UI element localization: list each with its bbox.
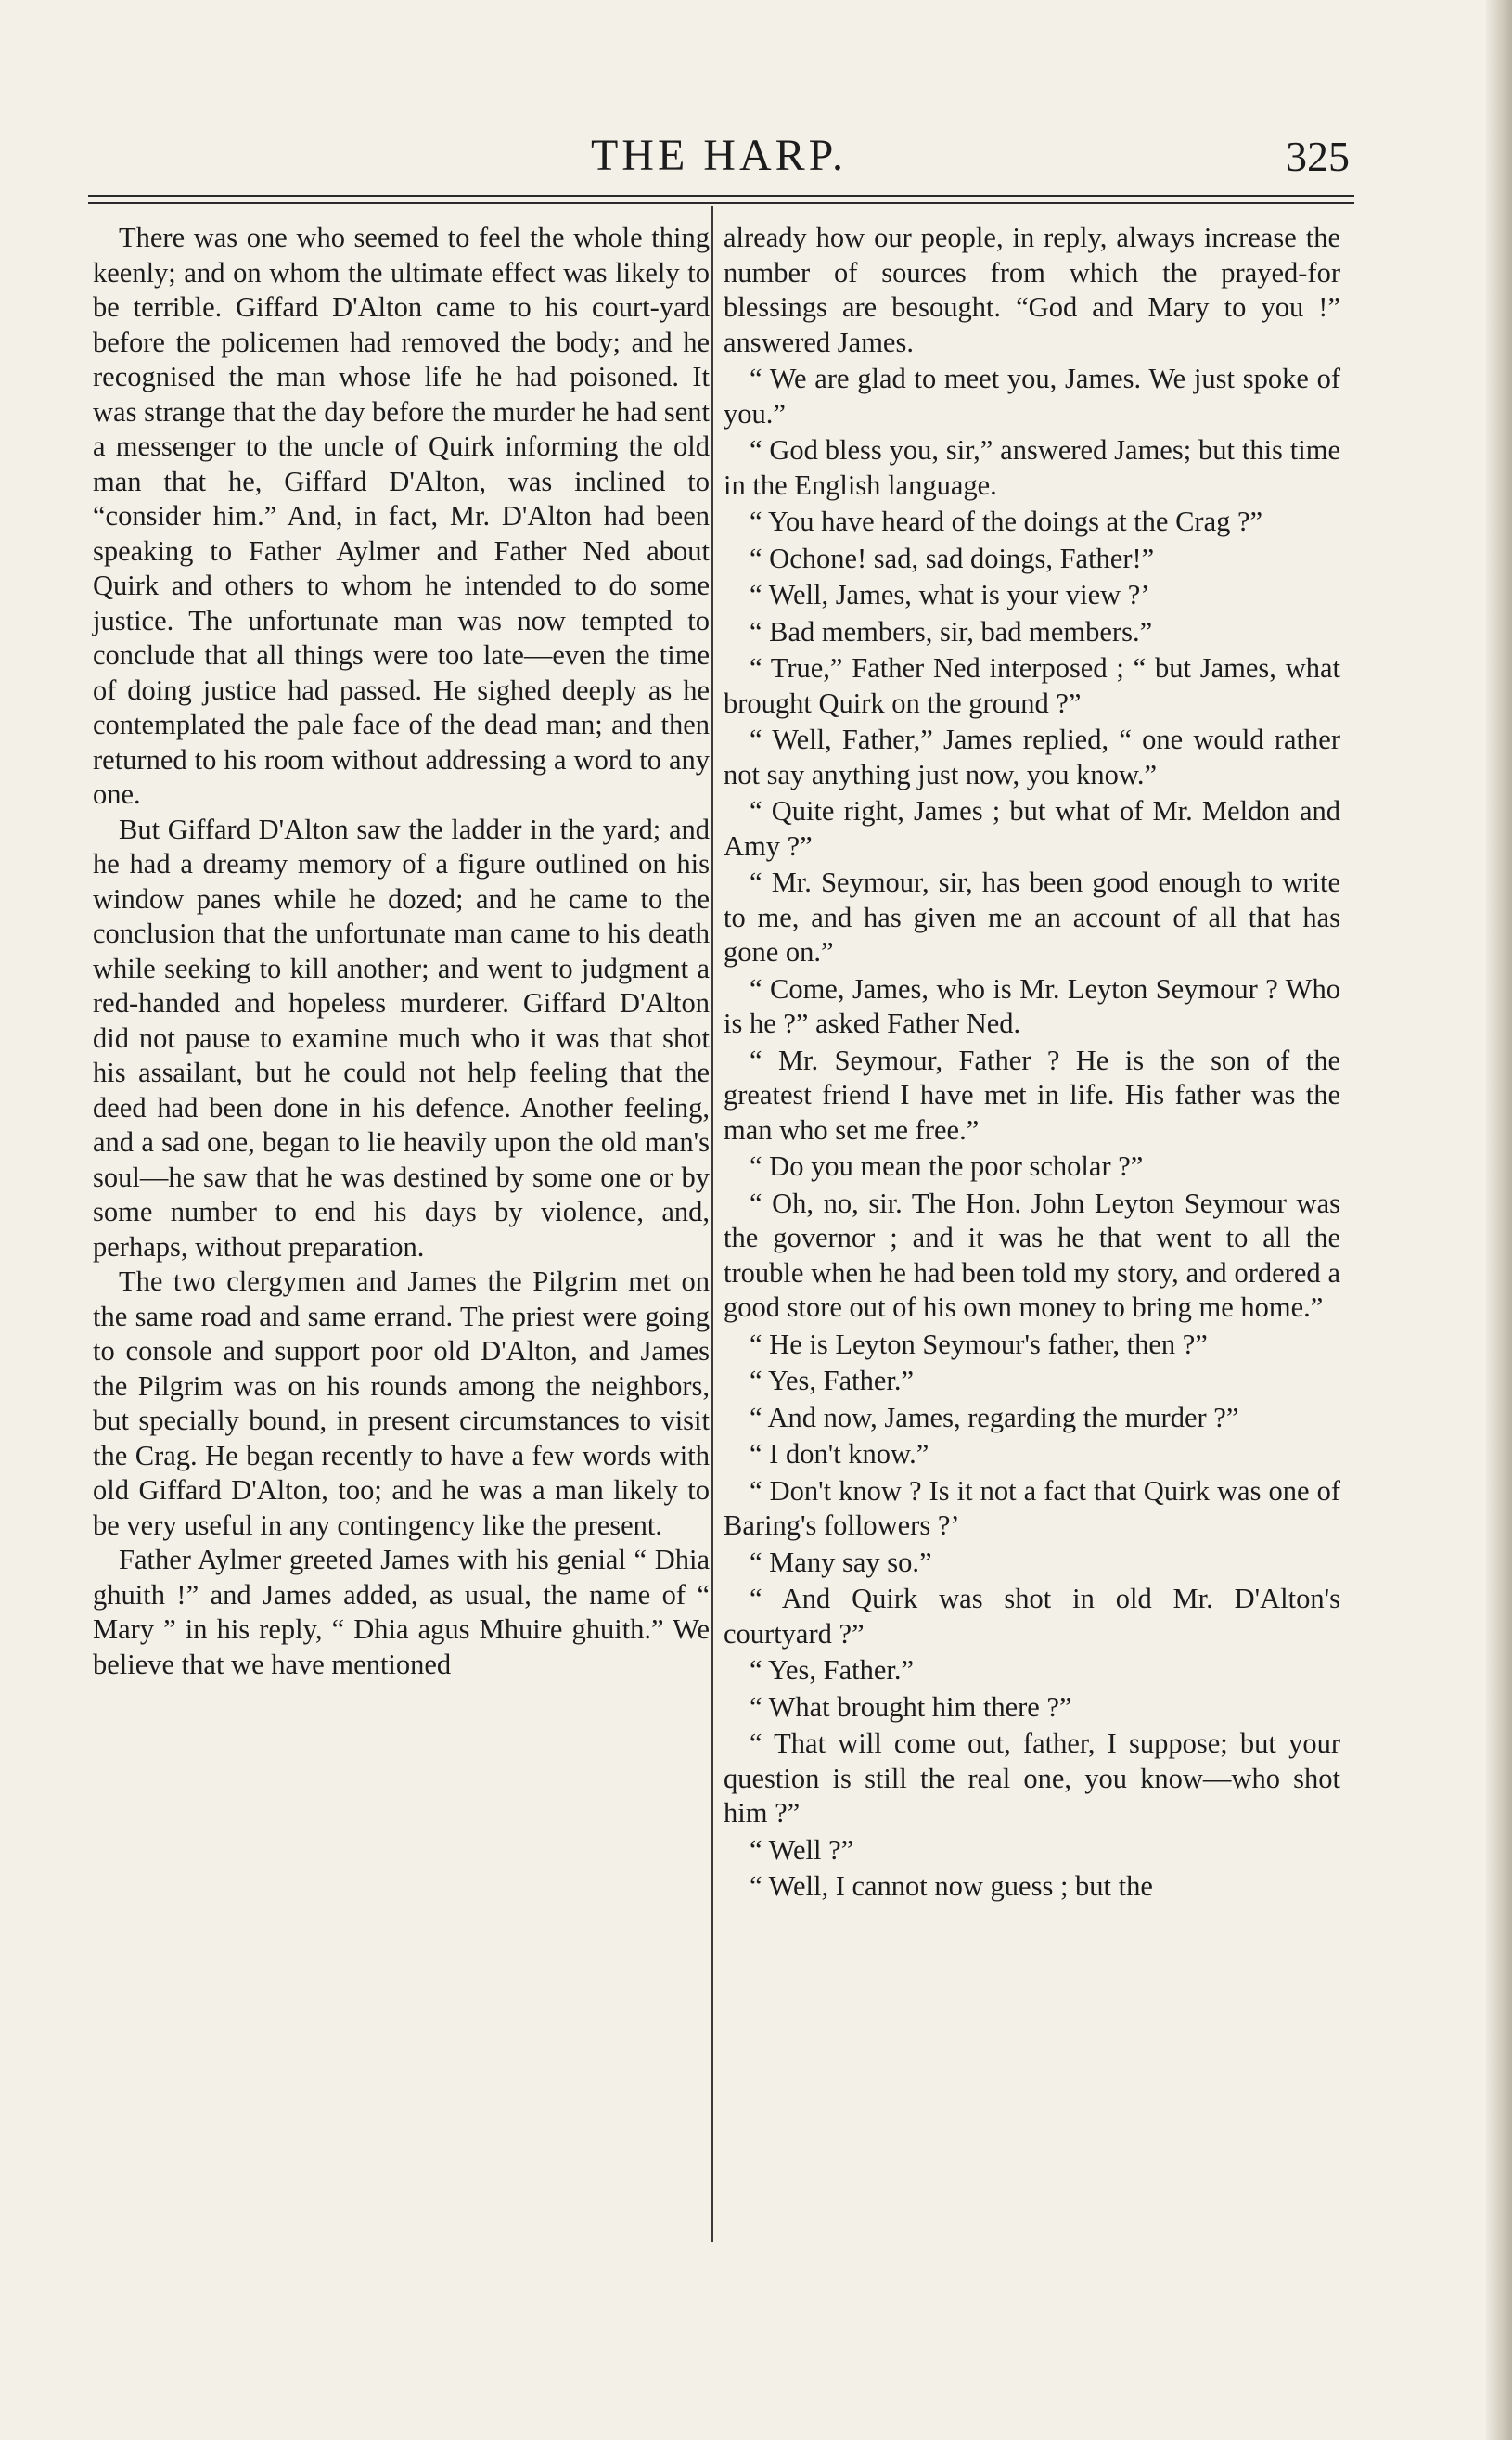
dialog-line: “ What brought him there ?” [750,1690,1072,1723]
column-divider [711,206,713,2242]
dialog-line: “ Yes, Father.” [750,1365,915,1396]
page-header [88,130,1350,195]
left-paragraph: But Giffard D'Alton saw the ladder in the yard; and he had a dreamy memory of a figure outlined on his window panes while he dozed; and he came to the conclusion that the unfortunate man came to his death while seeking to kill another; and went to judgment a red-handed and hopeless murderer. Giffard D'Alton did not pause to examine much who it was that shot his assailant, but he could not help feeling that the deed had been done in his defence. Another feeling, and a sad one, began to lie heavily upon the old man's soul—he saw that he was destined by some one or by some number to end his days by violence, and, perhaps, without preparation. [93,813,710,1263]
right-continuation: already how our people, in reply, always increase the number of sources from which the prayed-for blessings are besought. “God and Mary to you !” answered James. [724,222,1340,358]
dialog-line: “ Come, James, who is Mr. Leyton Seymour ? Who is he ?” asked Father Ned. [724,972,1340,1039]
page-number: 325 [1286,133,1350,180]
dialog-line: “ Quite right, James ; but what of Mr. Meldon and Amy ?” [724,795,1340,862]
dialog-line: “ Well, I cannot now guess ; but the [750,1870,1153,1902]
left-paragraph: There was one who seemed to feel the whole thing keenly; and on whom the ultimate effect was likely to be terrible. Giffard D'Alton came to his court-yard before the policemen had removed the body; and he recognised the man whose life he had poisoned. It was strange that the day before the murder he had sent a messenger to the uncle of Quirk informing the old man that he, Giffard D'Alton, was inclined to “consider him.” And, in fact, Mr. D'Alton had been speaking to Father Aylmer and Father Ned about Quirk and others to whom he intended to do some justice. The unfortunate man was now tempted to conclude that all things were too late—even the time of doing justice had passed. He sighed deeply as he contemplated the pale face of the dead man; and then returned to his room without addressing a word to any one. [93,222,710,810]
dialog-line: “ Bad members, sir, bad members.” [750,615,1153,648]
dialog-line: “ Oh, no, sir. The Hon. John Leyton Seymour was the governor ; and it was he that went to all the trouble when he had been told my story, and ordered a good store out of his own money to bring me home.” [724,1187,1340,1323]
dialog-line: “ Don't know ? Is it not a fact that Quirk was one of Baring's followers ?’ [724,1474,1340,1541]
left-column [93,221,710,1682]
header-rule-top [88,195,1354,197]
dialog-line: “ I don't know.” [750,1438,929,1470]
dialog-line: “ Mr. Seymour, Father ? He is the son of the greatest friend I have met in life. His father was the man who set me free.” [724,1044,1340,1146]
dialog-line: “ Do you mean the poor scholar ?” [750,1150,1144,1182]
binding-edge [1486,0,1512,2440]
dialog-line: “ Mr. Seymour, sir, has been good enough to write to me, and has given me an account of all that has gone on.” [724,867,1340,968]
dialog-line: “ And now, James, regarding the murder ?” [750,1401,1239,1433]
dialog-line: “ Yes, Father.” [750,1654,915,1686]
running-title: THE HARP. [590,131,848,180]
dialog-line: “ Many say so.” [750,1546,932,1578]
dialog-line: “ That will come out, father, I suppose; but your question is still the real one, you know—who shot him ?” [724,1727,1340,1829]
left-paragraph: Father Aylmer greeted James with his genial “ Dhia ghuith !” and James added, as usual, the name of “ Mary ” in his reply, “ Dhia agus Mhuire ghuith.” We believe that we have mentioned [93,1544,710,1680]
left-paragraph: The two clergymen and James the Pilgrim met on the same road and same errand. The priest were going to console and support poor old D'Alton, and James the Pilgrim was on his rounds among the neighbors, but specially bound, in present circumstances to visit the Crag. He began recently to have a few words with old Giffard D'Alton, too; and he was a man likely to be very useful in any contingency like the present. [93,1265,710,1541]
dialog-line: “ We are glad to meet you, James. We just spoke of you.” [724,363,1340,430]
header-rule-bottom [88,202,1354,204]
right-column [724,221,1340,1905]
dialog-line: “ He is Leyton Seymour's father, then ?” [750,1328,1208,1360]
dialog-line: “ You have heard of the doings at the Crag ?” [750,506,1263,537]
dialog-line: “ True,” Father Ned interposed ; “ but James, what brought Quirk on the ground ?” [724,652,1340,719]
dialog-line: “ Well ?” [750,1833,854,1866]
dialog-line: “ God bless you, sir,” answered James; but this time in the English language. [724,434,1340,501]
dialog-line: “ Well, James, what is your view ?’ [750,579,1150,610]
dialog-line: “ And Quirk was shot in old Mr. D'Alton's courtyard ?” [724,1583,1340,1650]
dialog-line: “ Ochone! sad, sad doings, Father!” [750,542,1155,574]
dialog-line: “ Well, Father,” James replied, “ one would rather not say anything just now, you know.” [724,724,1340,790]
